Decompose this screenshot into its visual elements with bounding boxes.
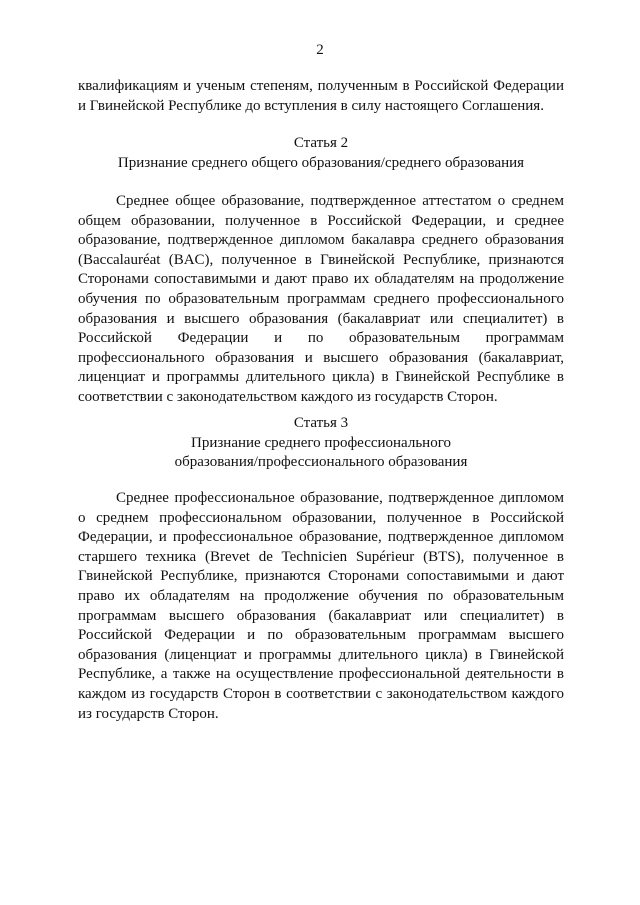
article-3-number: Статья 3: [293, 415, 349, 431]
article-2-paragraph: Среднее общее образование, подтвержденное аттестатом о среднем общем образовании, полученное в Российской Федерации, и среднее образование, подтвержденное дипломом бакалавра среднего образования (Baccalauréat (BAC), полученное в Гвинейской Республике, признаются Сторонами сопоставимыми и дают право их обладателям на продолжение обучения по образовательным программам среднего профессионального образования и высшего образования (бакалавриат или специалитет) в Российской Федерации и по образовательным программам профессионального образования и высшего образования (бакалавриат, лиценциат и программы длительного цикла) в Гвинейской Республике в соответствии с законодательством каждого из государств Сторон.: [78, 193, 564, 405]
article-2-number: Статья 2: [293, 135, 349, 151]
page-number: 2: [316, 42, 324, 58]
article-2-heading: [78, 134, 564, 173]
article-3-title-line-1: Признание среднего профессионального: [191, 434, 451, 451]
intro-paragraph: квалификациям и ученым степеням, полученным в Российской Федерации и Гвинейской Республике до вступления в силу настоящего Соглашения.: [78, 78, 564, 114]
article-2-title: Признание среднего общего образования/среднего образования: [117, 154, 525, 171]
article-3-title-line-2: образования/профессионального образования: [174, 454, 468, 471]
article-3-paragraph: Среднее профессиональное образование, подтвержденное дипломом о среднем профессиональном образовании, полученное в Российской Федерации, и профессиональное образование, подтвержденное дипломом старшего техника (Brevet de Technicien Supérieur (BTS), полученное в Гвинейской Республике, признаются Сторонами сопоставимыми и дают право их обладателям на продолжение обучения по образовательным программам высшего образования (бакалавриат или специалитет) в Российской Федерации и по образовательным программам высшего образования (лиценциат и программы длительного цикла) в Гвинейской Республике, а также на осуществление профессиональной деятельности в каждом из государств Сторон в соответствии с законодательством каждого из государств Сторон.: [78, 490, 564, 722]
article-3-heading: [78, 414, 564, 473]
